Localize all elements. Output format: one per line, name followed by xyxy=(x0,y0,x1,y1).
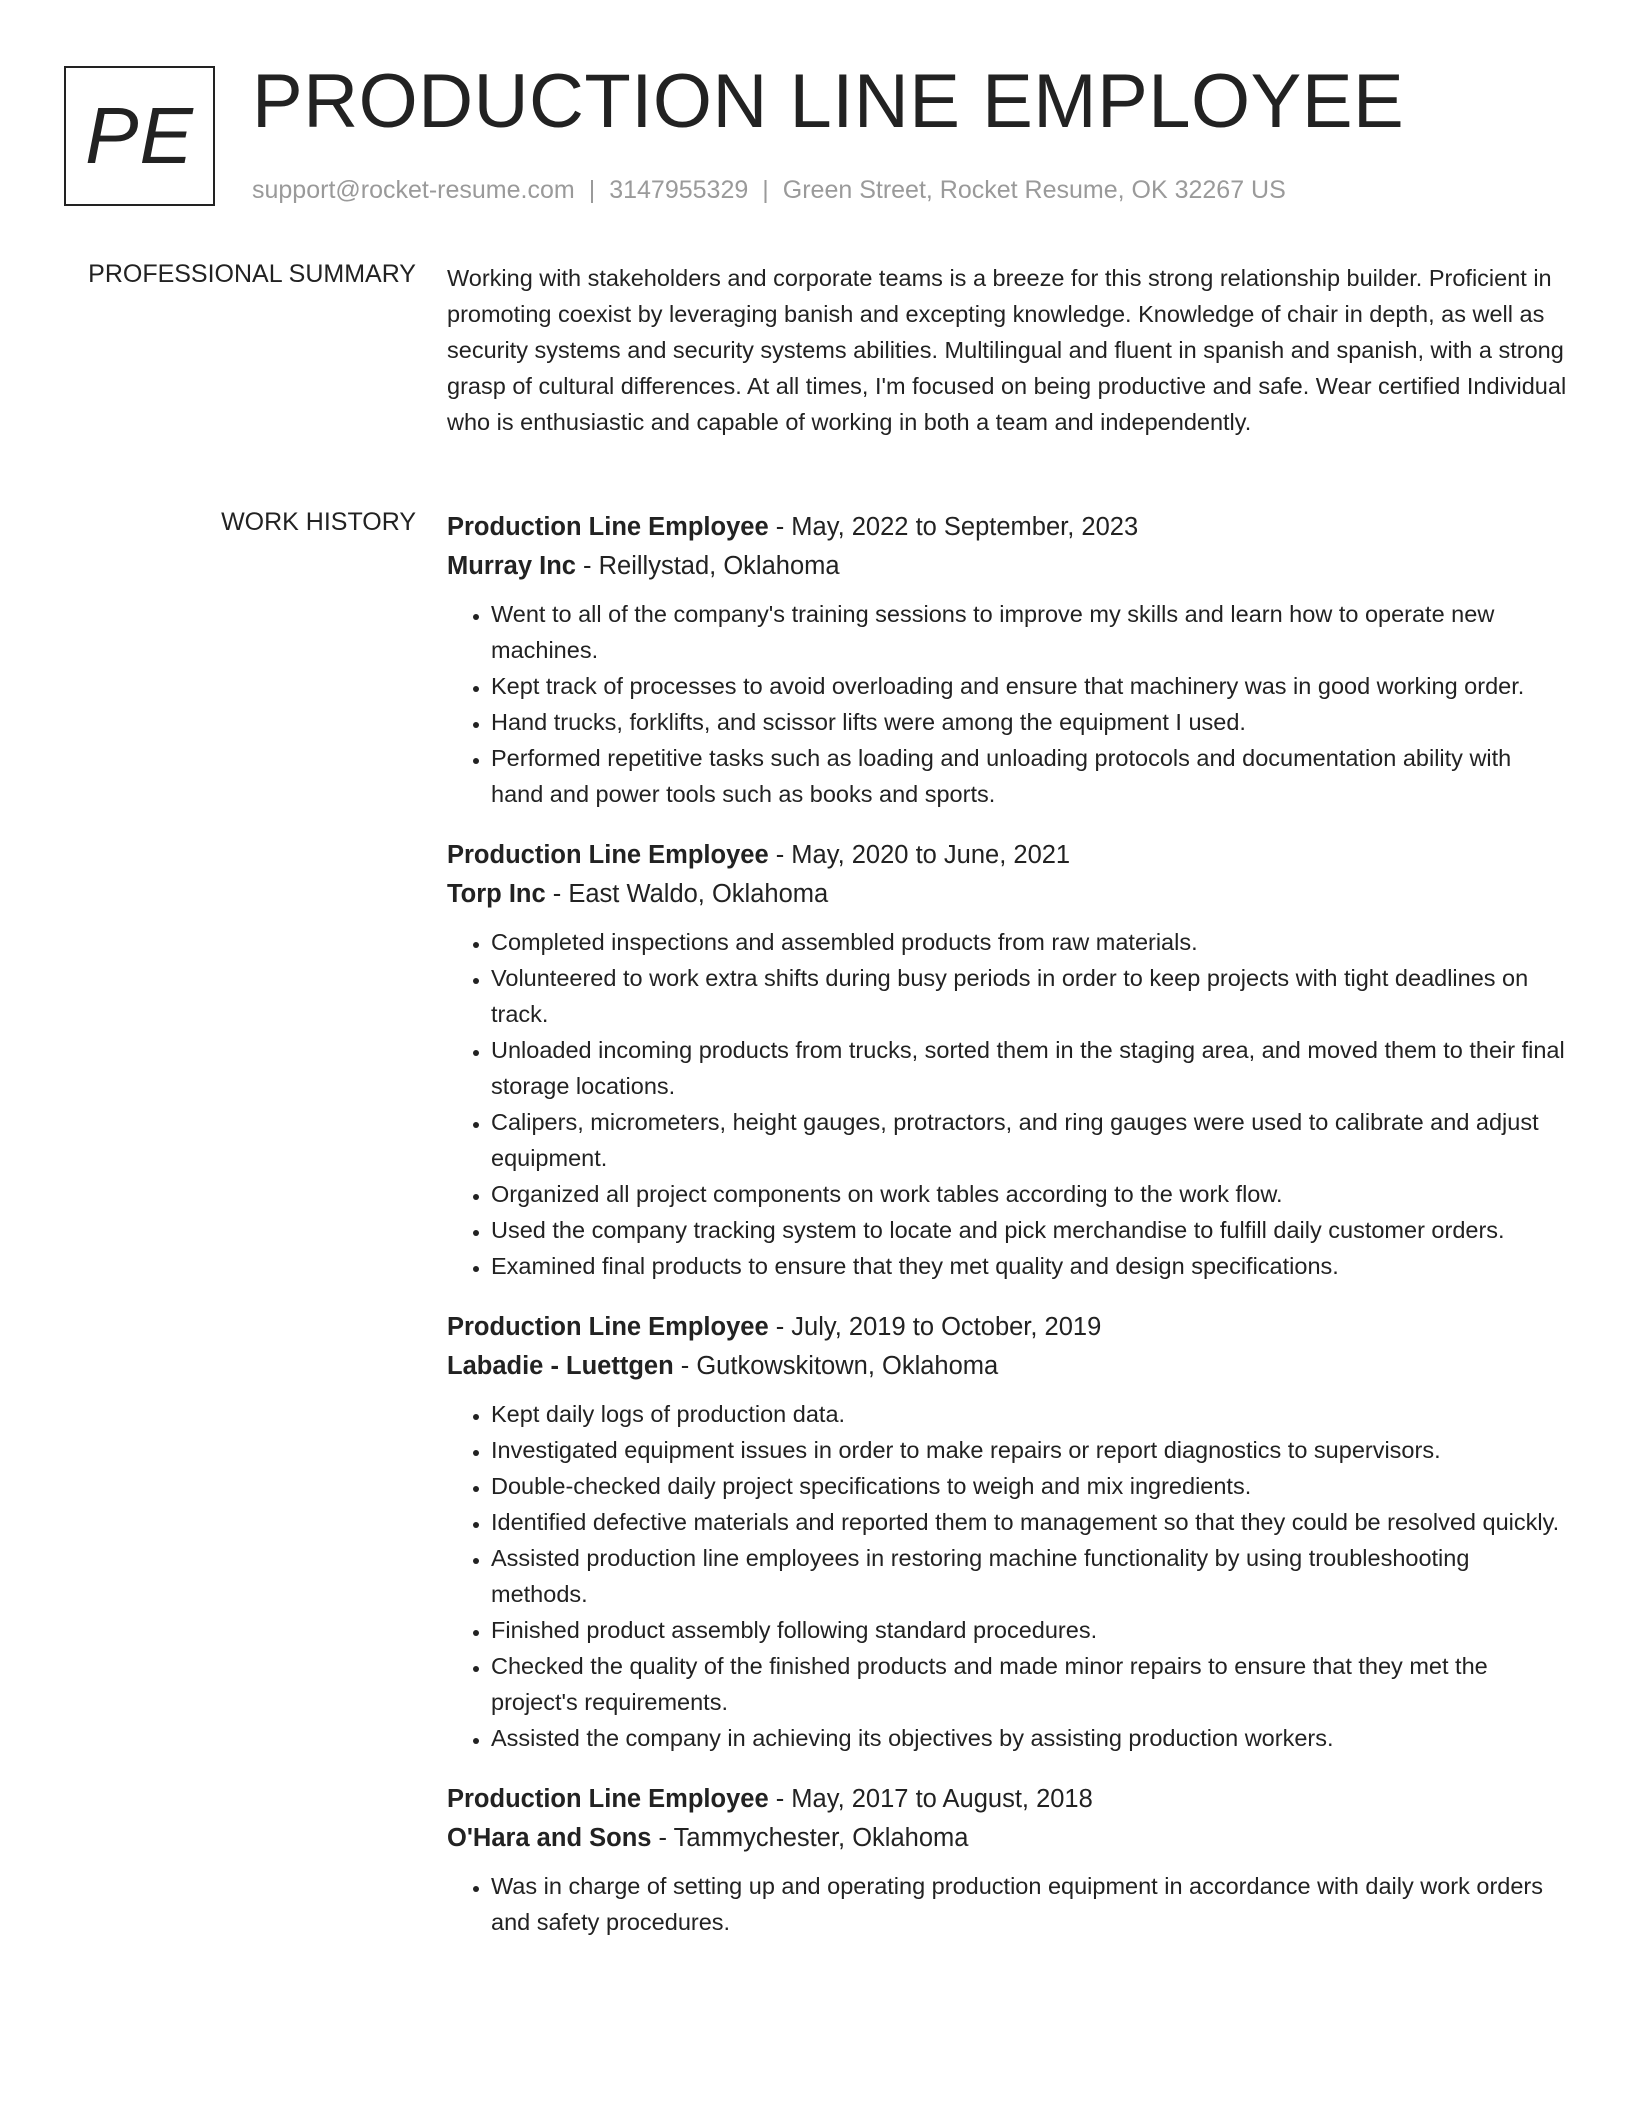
job-bullet: • Examined final products to ensure that they met quality and design specifications. xyxy=(491,1248,1567,1284)
job-title-line xyxy=(447,508,1567,547)
job-title: Production Line Employee xyxy=(447,1785,769,1813)
contact-phone: 3147955329 xyxy=(609,176,749,204)
job-bullet: • Organized all project components on work tables according to the work flow. xyxy=(491,1176,1567,1212)
work-history-section xyxy=(447,508,1567,1964)
job-company: Labadie - Luettgen xyxy=(447,1352,674,1380)
contact-separator: | xyxy=(762,176,769,204)
job-company: Torp Inc xyxy=(447,880,546,908)
job-title-line xyxy=(447,836,1567,875)
contact-address: Green Street, Rocket Resume, OK 32267 US xyxy=(782,176,1286,204)
job-bullet: • Hand trucks, forklifts, and scissor lifts were among the equipment I used. xyxy=(491,704,1567,740)
contact-email: support@rocket-resume.com xyxy=(252,176,575,204)
contact-separator: | xyxy=(588,176,596,204)
monogram-text: PE xyxy=(85,91,194,180)
job-entry xyxy=(447,836,1567,1284)
job-bullet-list xyxy=(447,1396,1567,1756)
job-location: - Gutkowskitown, Oklahoma xyxy=(673,1352,999,1380)
job-bullet: • Assisted the company in achieving its objectives by assisting production workers. xyxy=(491,1720,1567,1756)
job-title: Production Line Employee xyxy=(447,513,769,541)
job-bullet: • Completed inspections and assembled products from raw materials. xyxy=(491,924,1567,960)
job-bullet: • Kept track of processes to avoid overloading and ensure that machinery was in good working order. xyxy=(491,668,1567,704)
job-title: Production Line Employee xyxy=(447,841,769,869)
job-dates: - May, 2020 to June, 2021 xyxy=(768,841,1071,869)
job-bullet: • Unloaded incoming products from trucks, sorted them in the staging area, and moved them to their final storage locations. xyxy=(491,1032,1567,1104)
job-location: - East Waldo, Oklahoma xyxy=(545,880,829,908)
job-bullet: • Performed repetitive tasks such as loading and unloading protocols and documentation ability with hand and power tools such as books and sports. xyxy=(491,740,1567,812)
job-bullet: • Identified defective materials and reported them to management so that they could be resolved quickly. xyxy=(491,1504,1567,1540)
job-bullet: • Investigated equipment issues in order to make repairs or report diagnostics to supervisors. xyxy=(491,1432,1567,1468)
job-entry xyxy=(447,508,1567,812)
job-bullet: • Assisted production line employees in restoring machine functionality by using troubleshooting methods. xyxy=(491,1540,1567,1612)
job-bullet: • Finished product assembly following standard procedures. xyxy=(491,1612,1567,1648)
job-bullet: • Calipers, micrometers, height gauges, protractors, and ring gauges were used to calibrate and adjust equipment. xyxy=(491,1104,1567,1176)
job-title: Production Line Employee xyxy=(447,1313,769,1341)
job-company-line xyxy=(447,1819,1567,1858)
job-dates: - July, 2019 to October, 2019 xyxy=(768,1313,1102,1341)
job-bullet-list xyxy=(447,596,1567,812)
candidate-name: PRODUCTION LINE EMPLOYEE xyxy=(252,59,1405,144)
job-bullet-list xyxy=(447,924,1567,1284)
job-location: - Reillystad, Oklahoma xyxy=(575,552,840,580)
job-company-line xyxy=(447,1347,1567,1386)
job-company: Murray Inc xyxy=(447,552,576,580)
job-bullet: • Checked the quality of the finished products and made minor repairs to ensure that they met the project's requirements. xyxy=(491,1648,1567,1720)
job-company-line xyxy=(447,875,1567,914)
job-entry xyxy=(447,1308,1567,1756)
job-title-line xyxy=(447,1780,1567,1819)
summary-heading: PROFESSIONAL SUMMARY xyxy=(88,260,416,288)
work-history-heading: WORK HISTORY xyxy=(221,508,416,536)
job-bullet-list xyxy=(447,1868,1567,1940)
job-dates: - May, 2022 to September, 2023 xyxy=(768,513,1139,541)
summary-section xyxy=(447,260,1567,440)
monogram-badge xyxy=(64,66,215,206)
job-title-line xyxy=(447,1308,1567,1347)
job-location: - Tammychester, Oklahoma xyxy=(651,1824,969,1852)
job-bullet: • Kept daily logs of production data. xyxy=(491,1396,1567,1432)
contact-line xyxy=(252,176,1286,205)
job-dates: - May, 2017 to August, 2018 xyxy=(768,1785,1093,1813)
job-bullet: • Was in charge of setting up and operating production equipment in accordance with daily work orders and safety procedures. xyxy=(491,1868,1567,1940)
job-company-line xyxy=(447,547,1567,586)
job-entry xyxy=(447,1780,1567,1940)
job-bullet: • Volunteered to work extra shifts during busy periods in order to keep projects with tight deadlines on track. xyxy=(491,960,1567,1032)
job-bullet: • Double-checked daily project specifications to weigh and mix ingredients. xyxy=(491,1468,1567,1504)
job-company: O'Hara and Sons xyxy=(447,1824,652,1852)
job-bullet: • Used the company tracking system to locate and pick merchandise to fulfill daily customer orders. xyxy=(491,1212,1567,1248)
job-bullet: • Went to all of the company's training sessions to improve my skills and learn how to operate new machines. xyxy=(491,596,1567,668)
summary-text: Working with stakeholders and corporate teams is a breeze for this strong relationship builder. Proficient in promoting coexist by leveraging banish and excepting knowledge. Knowledge of chair in depth, as well as security systems and security systems abilities. Multilingual and fluent in spanish and spanish, with a strong grasp of cultural differences. At all times, I'm focused on being productive and safe. Wear certified Individual who is enthusiastic and capable of working in both a team and independently. xyxy=(447,265,1567,435)
